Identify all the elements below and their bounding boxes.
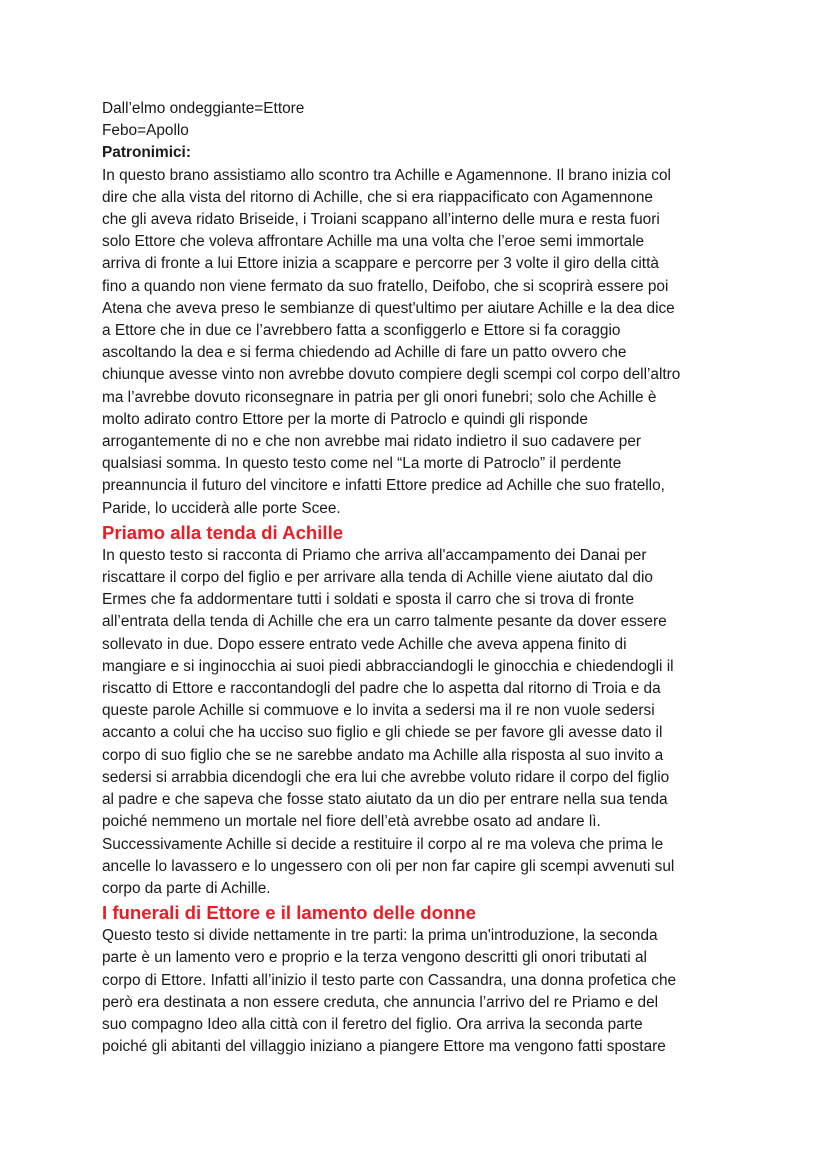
text-line: preannuncia il futuro del vincitore e infatti Ettore predice ad Achille che suo fratello, (102, 477, 665, 495)
text-line: ma l’avrebbe dovuto riconsegnare in patria per gli onori funebri; solo che Achille è (102, 388, 657, 406)
text-line: all’entrata della tenda di Achille che era un carro talmente pesante da dover essere (102, 613, 667, 631)
text-line: In questo testo si racconta di Priamo che arriva all'accampamento dei Danai per (102, 546, 647, 564)
text-line: ascoltando la dea e si ferma chiedendo ad Achille di fare un patto ovvero che (102, 344, 627, 362)
text-line: che gli aveva ridato Briseide, i Troiani scappano all’interno delle mura e resta fuori (102, 211, 660, 229)
text-line: qualsiasi somma. In questo testo come nel “La morte di Patroclo” il perdente (102, 455, 622, 473)
text-line: chiunque avesse vinto non avrebbe dovuto compiere degli scempi col corpo dell’altro (102, 366, 681, 384)
text-line: fino a quando non viene fermato da suo fratello, Deifobo, che si scoprirà essere poi (102, 277, 669, 295)
text-line: arriva di fronte a lui Ettore inizia a scappare e percorre per 3 volte il giro della città (102, 255, 659, 273)
paragraph-priam-tent (102, 545, 732, 900)
text-line: Paride, lo ucciderà alle porte Scee. (102, 499, 341, 517)
text-line: Questo testo si divide nettamente in tre parti: la prima un'introduzione, la seconda (102, 927, 658, 945)
text-line: suo compagno Ideo alla città con il feretro del figlio. Ora arriva la seconda parte (102, 1015, 643, 1033)
text-line: poiché nemmeno un mortale nel fiore dell’età avrebbe osato ad andare lì. (102, 813, 601, 831)
text-line: a Ettore che in due ce l’avrebbero fatta a sconfiggerlo e Ettore si fa coraggio (102, 322, 621, 340)
text-line: ancelle lo lavassero e lo ungessero con oli per non far capire gli scempi avvenuti sul (102, 857, 675, 875)
text-line: Atena che aveva preso le sembianze di quest'ultimo per aiutare Achille e la dea dice (102, 299, 675, 317)
text-line: poiché gli abitanti del villaggio iniziano a piangere Ettore ma vengono fatti spostare (102, 1038, 666, 1056)
paragraph-funerals (102, 925, 732, 1058)
text-line: riscattare il corpo del figlio e per arrivare alla tenda di Achille viene aiutato dal dio (102, 569, 653, 587)
text-line: dire che alla vista del ritorno di Achille, che si era riappacificato con Agamennone (102, 188, 653, 206)
section-heading-funerals: I funerali di Ettore e il lamento delle donne (102, 902, 476, 924)
text-line: molto adirato contro Ettore per la morte di Patroclo e quindi gli risponde (102, 410, 588, 428)
epithet-line-hector: Dall’elmo ondeggiante=Ettore (102, 100, 305, 117)
text-line: corpo di Ettore. Infatti all’inizio il testo parte con Cassandra, una donna profetica che (102, 971, 677, 989)
text-line: sollevato in due. Dopo essere entrato vede Achille che aveva appena finito di (102, 635, 627, 653)
text-line: riscatto di Ettore e raccontandogli del padre che lo aspetta dal ritorno di Troia e da (102, 680, 661, 698)
text-line: arrogantemente di no e che non avrebbe mai ridato indietro il suo cadavere per (102, 433, 642, 451)
epithet-line-apollo: Febo=Apollo (102, 122, 189, 140)
section-heading-priam: Priamo alla tenda di Achille (102, 521, 344, 543)
text-line: solo Ettore che voleva affrontare Achille ma una volta che l’eroe semi immortale (102, 233, 645, 251)
text-line: corpo di suo figlio che se ne sarebbe andato ma Achille alla risposta al suo invito a (102, 746, 664, 764)
text-line: parte è un lamento vero e proprio e la terza vengono descritti gli onori tributati al (102, 949, 647, 967)
text-line: accanto a colui che ha ucciso suo figlio e gli chiede se per favore gli avesse dato il (102, 724, 663, 742)
text-line: Successivamente Achille si decide a restituire il corpo al re ma voleva che prima le (102, 835, 664, 853)
text-line: queste parole Achille si commuove e lo invita a sedersi ma il re non vuole sedersi (102, 702, 655, 720)
text-line: Ermes che fa addormentare tutti i soldati e sposta il carro che si trova di fronte (102, 591, 635, 609)
paragraph-achilles-hector (102, 165, 732, 520)
text-line: sedersi si arrabbia dicendogli che era lui che avrebbe voluto ridare il corpo del figlio (102, 768, 670, 786)
patronymics-label: Patronimici: (102, 144, 191, 162)
text-line: però era destinata a non essere creduta, che annuncia l’arrivo del re Priamo e del (102, 993, 659, 1011)
text-line: al padre e che sapeva che fosse stato aiutato da un dio per entrare nella sua tenda (102, 791, 668, 809)
text-line: mangiare e si inginocchia ai suoi piedi abbracciandogli le ginocchia e chiedendogli il (102, 657, 674, 675)
text-line: In questo brano assistiamo allo scontro tra Achille e Agamennone. Il brano inizia col (102, 166, 671, 184)
text-line: corpo da parte di Achille. (102, 879, 271, 897)
